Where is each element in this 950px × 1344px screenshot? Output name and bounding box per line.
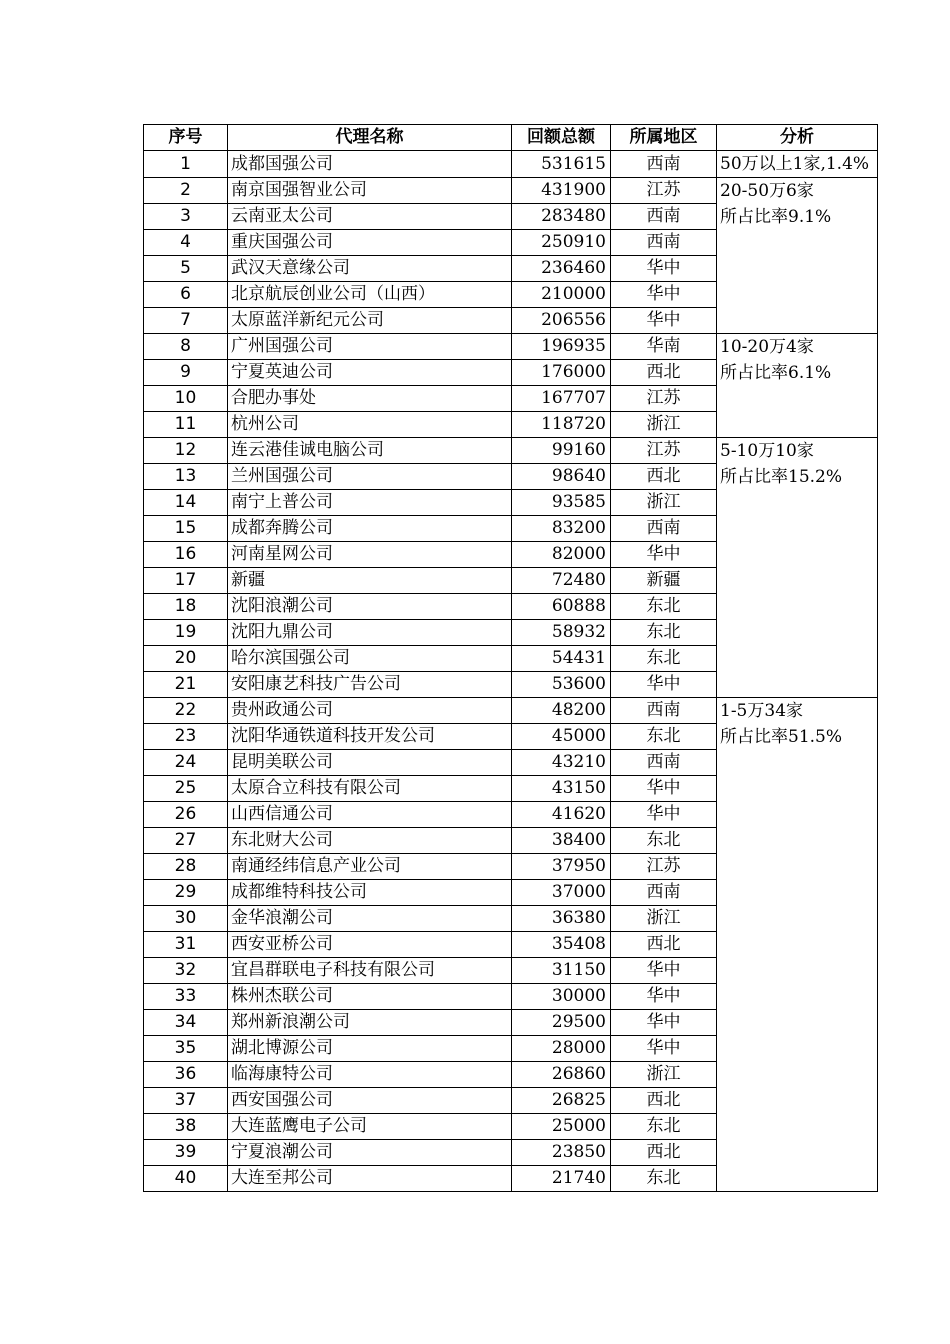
agent-name: 昆明美联公司 (228, 750, 512, 776)
total-amount: 82000 (512, 542, 611, 568)
table-row (144, 334, 878, 360)
analysis-cell (717, 334, 878, 438)
region: 东北 (611, 646, 717, 672)
agent-name: 南宁上普公司 (228, 490, 512, 516)
agent-name: 重庆国强公司 (228, 230, 512, 256)
header-analysis: 分析 (717, 125, 878, 151)
agent-name: 株州杰联公司 (228, 984, 512, 1010)
total-amount: 43150 (512, 776, 611, 802)
agent-name: 宁夏英迪公司 (228, 360, 512, 386)
region: 华中 (611, 1036, 717, 1062)
region: 江苏 (611, 438, 717, 464)
agent-name: 沈阳华通铁道科技开发公司 (228, 724, 512, 750)
agent-name: 郑州新浪潮公司 (228, 1010, 512, 1036)
total-amount: 53600 (512, 672, 611, 698)
row-index: 4 (144, 230, 228, 256)
total-amount: 43210 (512, 750, 611, 776)
agent-name: 杭州公司 (228, 412, 512, 438)
agent-name: 安阳康艺科技广告公司 (228, 672, 512, 698)
row-index: 18 (144, 594, 228, 620)
total-amount: 48200 (512, 698, 611, 724)
agent-name: 湖北博源公司 (228, 1036, 512, 1062)
analysis-line: 50万以上1家,1.4% (720, 154, 870, 174)
analysis-cell (717, 698, 878, 1192)
row-index: 13 (144, 464, 228, 490)
row-index: 8 (144, 334, 228, 360)
agent-name: 宁夏浪潮公司 (228, 1140, 512, 1166)
agent-name: 南通经纬信息产业公司 (228, 854, 512, 880)
header-index: 序号 (144, 125, 228, 151)
row-index: 33 (144, 984, 228, 1010)
row-index: 37 (144, 1088, 228, 1114)
agent-name: 云南亚太公司 (228, 204, 512, 230)
agent-name: 沈阳九鼎公司 (228, 620, 512, 646)
region: 西南 (611, 750, 717, 776)
region: 华中 (611, 282, 717, 308)
region: 华南 (611, 334, 717, 360)
region: 东北 (611, 620, 717, 646)
total-amount: 31150 (512, 958, 611, 984)
region: 新疆 (611, 568, 717, 594)
agent-name: 金华浪潮公司 (228, 906, 512, 932)
agent-name: 太原蓝洋新纪元公司 (228, 308, 512, 334)
total-amount: 45000 (512, 724, 611, 750)
region: 华中 (611, 984, 717, 1010)
total-amount: 118720 (512, 412, 611, 438)
total-amount: 176000 (512, 360, 611, 386)
region: 西北 (611, 932, 717, 958)
row-index: 11 (144, 412, 228, 438)
row-index: 2 (144, 178, 228, 204)
agent-name: 广州国强公司 (228, 334, 512, 360)
total-amount: 38400 (512, 828, 611, 854)
agent-name: 太原合立科技有限公司 (228, 776, 512, 802)
row-index: 28 (144, 854, 228, 880)
header-region: 所属地区 (611, 125, 717, 151)
total-amount: 60888 (512, 594, 611, 620)
total-amount: 58932 (512, 620, 611, 646)
agent-name: 成都国强公司 (228, 151, 512, 178)
total-amount: 210000 (512, 282, 611, 308)
analysis-cell (717, 178, 878, 334)
total-amount: 54431 (512, 646, 611, 672)
total-amount: 283480 (512, 204, 611, 230)
region: 华中 (611, 542, 717, 568)
total-amount: 26825 (512, 1088, 611, 1114)
region: 西北 (611, 464, 717, 490)
analysis-cell (717, 438, 878, 698)
region: 西南 (611, 516, 717, 542)
analysis-line: 1-5万34家 (720, 701, 804, 721)
row-index: 40 (144, 1166, 228, 1192)
table-row (144, 151, 878, 178)
region: 东北 (611, 828, 717, 854)
agent-name: 南京国强智业公司 (228, 178, 512, 204)
row-index: 17 (144, 568, 228, 594)
row-index: 38 (144, 1114, 228, 1140)
region: 浙江 (611, 412, 717, 438)
total-amount: 99160 (512, 438, 611, 464)
region: 东北 (611, 724, 717, 750)
region: 东北 (611, 1166, 717, 1192)
header-agent-name: 代理名称 (228, 125, 512, 151)
analysis-line: 10-20万4家 (720, 337, 814, 357)
row-index: 23 (144, 724, 228, 750)
total-amount: 167707 (512, 386, 611, 412)
row-index: 36 (144, 1062, 228, 1088)
total-amount: 83200 (512, 516, 611, 542)
region: 西南 (611, 230, 717, 256)
agent-name: 山西信通公司 (228, 802, 512, 828)
region: 浙江 (611, 490, 717, 516)
row-index: 9 (144, 360, 228, 386)
region: 西南 (611, 880, 717, 906)
agent-payment-table (143, 124, 878, 1192)
row-index: 15 (144, 516, 228, 542)
region: 华中 (611, 802, 717, 828)
region: 浙江 (611, 906, 717, 932)
row-index: 20 (144, 646, 228, 672)
agent-name: 成都维特科技公司 (228, 880, 512, 906)
total-amount: 431900 (512, 178, 611, 204)
row-index: 32 (144, 958, 228, 984)
total-amount: 93585 (512, 490, 611, 516)
row-index: 12 (144, 438, 228, 464)
agent-name: 东北财大公司 (228, 828, 512, 854)
agent-name: 河南星网公司 (228, 542, 512, 568)
row-index: 1 (144, 151, 228, 178)
total-amount: 37950 (512, 854, 611, 880)
agent-name: 新疆 (228, 568, 512, 594)
region: 西南 (611, 204, 717, 230)
row-index: 10 (144, 386, 228, 412)
agent-name: 成都奔腾公司 (228, 516, 512, 542)
table-row (144, 178, 878, 204)
row-index: 31 (144, 932, 228, 958)
analysis-line: 所占比率6.1% (720, 363, 832, 383)
total-amount: 41620 (512, 802, 611, 828)
row-index: 25 (144, 776, 228, 802)
region: 江苏 (611, 178, 717, 204)
region: 江苏 (611, 854, 717, 880)
region: 华中 (611, 672, 717, 698)
region: 浙江 (611, 1062, 717, 1088)
total-amount: 250910 (512, 230, 611, 256)
row-index: 39 (144, 1140, 228, 1166)
region: 东北 (611, 1114, 717, 1140)
total-amount: 29500 (512, 1010, 611, 1036)
region: 西南 (611, 151, 717, 178)
table-row (144, 438, 878, 464)
total-amount: 37000 (512, 880, 611, 906)
agent-name: 北京航辰创业公司（山西） (228, 282, 512, 308)
row-index: 21 (144, 672, 228, 698)
total-amount: 531615 (512, 151, 611, 178)
agent-name: 西安国强公司 (228, 1088, 512, 1114)
total-amount: 26860 (512, 1062, 611, 1088)
agent-name: 临海康特公司 (228, 1062, 512, 1088)
region: 西北 (611, 1088, 717, 1114)
total-amount: 236460 (512, 256, 611, 282)
agent-name: 兰州国强公司 (228, 464, 512, 490)
agent-name: 宜昌群联电子科技有限公司 (228, 958, 512, 984)
total-amount: 21740 (512, 1166, 611, 1192)
row-index: 29 (144, 880, 228, 906)
row-index: 22 (144, 698, 228, 724)
agent-name: 大连蓝鹰电子公司 (228, 1114, 512, 1140)
header-row (144, 125, 878, 151)
total-amount: 36380 (512, 906, 611, 932)
total-amount: 23850 (512, 1140, 611, 1166)
total-amount: 98640 (512, 464, 611, 490)
region: 华中 (611, 308, 717, 334)
total-amount: 28000 (512, 1036, 611, 1062)
agent-name: 武汉天意缘公司 (228, 256, 512, 282)
total-amount: 30000 (512, 984, 611, 1010)
region: 江苏 (611, 386, 717, 412)
row-index: 26 (144, 802, 228, 828)
region: 西南 (611, 698, 717, 724)
row-index: 35 (144, 1036, 228, 1062)
analysis-line: 所占比率15.2% (720, 467, 843, 487)
region: 华中 (611, 256, 717, 282)
row-index: 19 (144, 620, 228, 646)
row-index: 27 (144, 828, 228, 854)
agent-name: 连云港佳诚电脑公司 (228, 438, 512, 464)
region: 西北 (611, 1140, 717, 1166)
total-amount: 72480 (512, 568, 611, 594)
total-amount: 196935 (512, 334, 611, 360)
region: 西北 (611, 360, 717, 386)
total-amount: 35408 (512, 932, 611, 958)
analysis-line: 20-50万6家 (720, 181, 814, 201)
region: 华中 (611, 958, 717, 984)
header-total-amount: 回额总额 (512, 125, 611, 151)
agent-name: 西安亚桥公司 (228, 932, 512, 958)
agent-name: 沈阳浪潮公司 (228, 594, 512, 620)
total-amount: 206556 (512, 308, 611, 334)
analysis-line: 5-10万10家 (720, 441, 814, 461)
row-index: 6 (144, 282, 228, 308)
row-index: 7 (144, 308, 228, 334)
row-index: 3 (144, 204, 228, 230)
row-index: 16 (144, 542, 228, 568)
analysis-line: 所占比率9.1% (720, 207, 832, 227)
region: 东北 (611, 594, 717, 620)
agent-name: 大连至邦公司 (228, 1166, 512, 1192)
agent-name: 贵州政通公司 (228, 698, 512, 724)
table-row (144, 698, 878, 724)
row-index: 24 (144, 750, 228, 776)
row-index: 30 (144, 906, 228, 932)
region: 华中 (611, 776, 717, 802)
row-index: 14 (144, 490, 228, 516)
agent-name: 哈尔滨国强公司 (228, 646, 512, 672)
table-body (144, 151, 878, 1192)
analysis-line: 所占比率51.5% (720, 727, 843, 747)
total-amount: 25000 (512, 1114, 611, 1140)
analysis-cell (717, 151, 878, 178)
row-index: 5 (144, 256, 228, 282)
row-index: 34 (144, 1010, 228, 1036)
region: 华中 (611, 1010, 717, 1036)
agent-name: 合肥办事处 (228, 386, 512, 412)
